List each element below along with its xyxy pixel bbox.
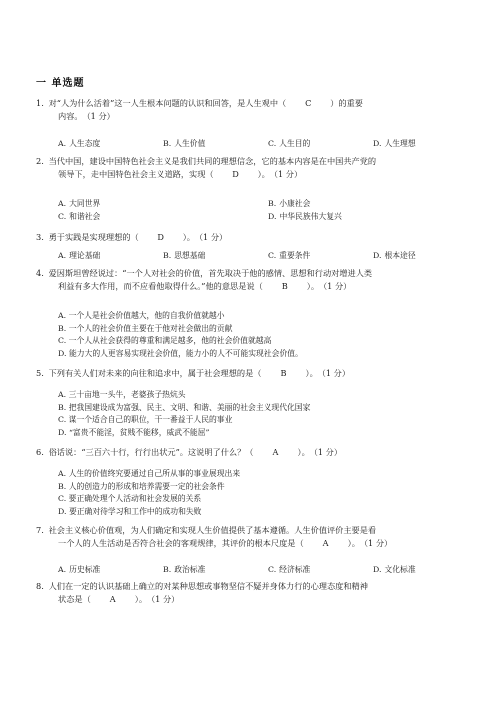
question-score: （1 分） — [313, 447, 343, 457]
question-number: 8. — [36, 581, 44, 591]
option-a: A. 历史标准 — [58, 565, 101, 574]
option-b: B. 思想基础 — [163, 251, 206, 260]
answer-blank: A — [109, 594, 116, 604]
option-c: C. 经济标准 — [268, 565, 311, 574]
question-number: 4. — [36, 268, 44, 278]
question-text: 人们在一定的认识基础上确立的对某种思想或事物坚信不疑并身体力行的心理态度和精神 — [48, 581, 368, 591]
option-d: D. “富贵不能淫，贫贱不能移，威武不能屈” — [58, 427, 210, 437]
answer-blank: B — [280, 368, 287, 378]
option-b: B. 人的创造力的形成和培养需要一定的社会条件 — [58, 481, 225, 491]
options-3 — [58, 250, 478, 263]
answer-blank: D — [232, 169, 239, 179]
option-b: B. 人生价值 — [163, 139, 206, 148]
question-score: （1 分） — [273, 169, 303, 179]
options-2 — [58, 198, 478, 223]
option-c: C. 谋一个适合自己的职位，干一番益于人民的事业 — [58, 415, 233, 424]
answer-blank: C — [305, 98, 312, 108]
option-a: A. 理论基础 — [58, 251, 101, 260]
question-number: 5. — [36, 368, 44, 378]
option-d: D. 文化标准 — [373, 565, 416, 574]
question-text: 当代中国，建设中国特色社会主义是我们共同的理想信念，它的基本内容是在中国共产党的 — [48, 156, 377, 166]
question-4 — [36, 267, 468, 293]
option-d: D. 中华民族伟大复兴 — [268, 211, 342, 221]
option-c: C. 重要条件 — [268, 251, 311, 260]
option-a: A. 人生态度 — [58, 139, 101, 148]
option-d: D. 根本途径 — [373, 251, 416, 260]
question-8 — [36, 580, 468, 606]
question-text-continued: 领导下，走中国特色社会主义道路，实现（ D ）。 （1 分） — [58, 169, 303, 179]
option-b: B. 把我国建设成为富强、民主、文明、和谐、美丽的社会主义现代化国家 — [58, 402, 311, 412]
question-text: 社会主义核心价值观，为人们确定和实现人生价值提供了基本遵循。人生价值评价主要是看 — [48, 525, 377, 535]
question-text: 勇于实践是实现理想的（ D ）。 （1 分） — [48, 232, 228, 242]
option-b: B. 小康社会 — [268, 199, 311, 208]
question-text-continued: 一个人的人生活动是否符合社会的客观规律，其评价的根本尺度是（ A ）。 （1 分） — [58, 538, 393, 548]
question-text-continued: 内容。 （1 分） — [58, 111, 115, 121]
question-7 — [36, 524, 468, 550]
question-number: 6. — [36, 447, 44, 457]
question-number: 7. — [36, 525, 44, 535]
question-number: 3. — [36, 232, 44, 242]
options-5 — [58, 389, 478, 439]
option-d: D. 要正确对待学习和工作中的成功和失败 — [58, 506, 202, 516]
question-number: 2. — [36, 156, 44, 166]
question-text-continued: 状态是（ A ）。 （1 分） — [58, 594, 180, 604]
question-score: （1 分） — [363, 538, 393, 548]
question-score: （1 分） — [323, 281, 352, 291]
question-5 — [36, 367, 468, 380]
options-6 — [58, 468, 478, 518]
option-c: C. 人生目的 — [268, 139, 311, 148]
option-d: D. 能力大的人更容易实现社会价值，能力小的人不可能实现社会价值。 — [58, 348, 303, 358]
option-b: B. 政治标准 — [163, 565, 206, 574]
question-3 — [36, 231, 468, 244]
option-d: D. 人生理想 — [373, 139, 416, 148]
question-score: （1 分） — [321, 368, 351, 378]
answer-blank: A — [272, 447, 279, 457]
options-7 — [58, 564, 478, 577]
option-c: C. 要正确处理个人活动和社会发展的关系 — [58, 494, 202, 503]
question-number: 1. — [36, 98, 44, 108]
answer-blank: A — [322, 538, 329, 548]
question-score: （1 分） — [151, 594, 180, 604]
option-b: B. 一个人的社会价值主要在于他对社会做出的贡献 — [58, 323, 233, 333]
option-a: A. 人生的价值终究要通过自己所从事的事业展现出来 — [58, 469, 241, 478]
question-6 — [36, 446, 468, 459]
options-1 — [58, 138, 478, 151]
question-text-continued: 利益有多大作用，而不应看他取得什么。”他的意思是说（ B ）。 （1 分） — [58, 281, 352, 291]
section-title: 一 单选题 — [36, 78, 85, 89]
question-text: 俗话说：“三百六十行，行行出状元”。这说明了什么？（ A ）。 （1 分） — [48, 447, 343, 457]
answer-blank: D — [157, 232, 164, 242]
answer-blank: B — [281, 281, 288, 291]
question-text: 下列有关人们对未来的向往和追求中，属于社会理想的是（ B ）。 （1 分） — [48, 368, 351, 378]
question-score: （1 分） — [198, 232, 228, 242]
option-a: A. 三十亩地一头牛，老婆孩子热炕头 — [58, 390, 186, 399]
question-text: 对“人为什么活着”这一人生根本问题的认识和回答，是人生观中（ C ）的重要 — [48, 98, 363, 108]
question-text: 爱因斯坦曾经说过：“一个人对社会的价值，首先取决于他的感情、思想和行动对增进人类 — [48, 268, 373, 278]
question-score: （1 分） — [86, 111, 115, 121]
question-2 — [36, 155, 468, 181]
option-c: C. 一个人从社会获得的尊重和满足越多，他的社会价值就越高 — [58, 336, 272, 345]
option-c: C. 和谐社会 — [58, 211, 101, 221]
option-a: A. 大同世界 — [58, 199, 101, 208]
options-4 — [58, 310, 478, 360]
question-1 — [36, 97, 468, 123]
option-a: A. 一个人是社会价值越大，他的自我价值就越小 — [58, 311, 225, 320]
